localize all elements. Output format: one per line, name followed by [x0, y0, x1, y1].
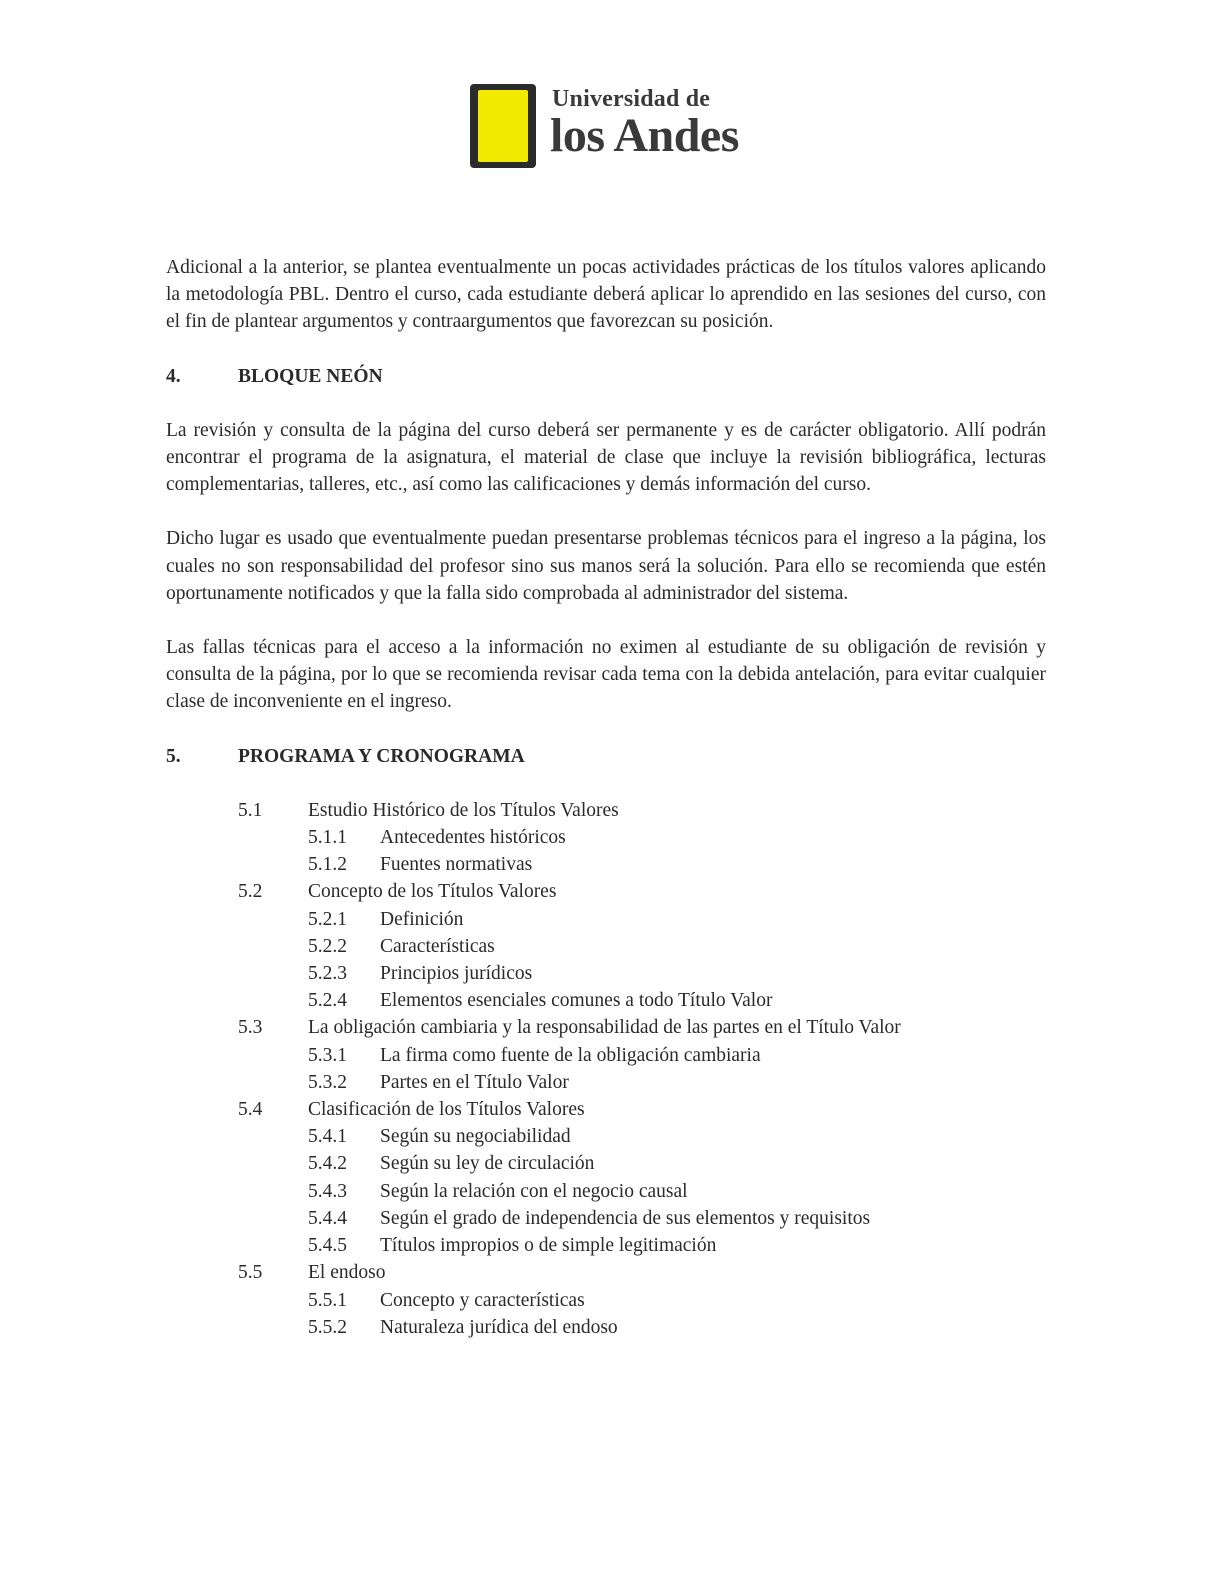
outline-subitem — [166, 1178, 1046, 1205]
section-heading-4 — [166, 363, 1046, 390]
outline-text: La obligación cambiaria y la responsabilidad de las partes en el Título Valor — [308, 1017, 901, 1039]
logo-line-2: los Andes — [550, 109, 739, 162]
section-number: 5. — [166, 745, 181, 767]
outline-number: 5.3 — [238, 1017, 263, 1039]
outline-text: Naturaleza jurídica del endoso — [380, 1316, 618, 1338]
outline-text: Principios jurídicos — [380, 963, 533, 985]
outline-subitem — [166, 1123, 1046, 1150]
outline-subitem — [166, 824, 1046, 851]
outline-subitem — [166, 1069, 1046, 1096]
outline-item — [166, 1014, 1046, 1041]
paragraph: Dicho lugar es usado que eventualmente puedan presentarse problemas técnicos para el ingreso a la página, los cuales no son responsabilidad del profesor sino sus manos será la solución. Para ello se recomienda que estén oportunamente notificados y que la falla sido comprobada al administrador del sistema. — [166, 528, 1046, 604]
outline-text: Concepto y características — [380, 1289, 585, 1311]
outline-number: 5.1 — [238, 799, 263, 821]
document-body — [166, 254, 1046, 1341]
section-number: 4. — [166, 365, 181, 387]
outline-text: Según su ley de circulación — [380, 1153, 595, 1175]
outline-item — [166, 797, 1046, 824]
outline-subitem — [166, 1232, 1046, 1259]
outline-subitem — [166, 1150, 1046, 1177]
outline-number: 5.5 — [238, 1262, 263, 1284]
outline-text: Concepto de los Títulos Valores — [308, 881, 557, 903]
outline-number: 5.4 — [238, 1099, 263, 1121]
outline-subitem — [166, 960, 1046, 987]
outline-number: 5.2.3 — [308, 963, 347, 985]
outline-number: 5.2.1 — [308, 908, 347, 930]
outline-number: 5.4.2 — [308, 1153, 347, 1175]
logo-line-1: Universidad de — [552, 86, 711, 112]
outline-text: Según su negociabilidad — [380, 1126, 571, 1148]
outline-number: 5.2.4 — [308, 990, 347, 1012]
outline-number: 5.4.5 — [308, 1235, 347, 1257]
outline-item — [166, 878, 1046, 905]
outline-subitem — [166, 1205, 1046, 1232]
outline-text: Partes en el Título Valor — [380, 1071, 569, 1093]
outline-subitem — [166, 1314, 1046, 1341]
outline-number: 5.1.2 — [308, 854, 347, 876]
paragraph: Las fallas técnicas para el acceso a la información no eximen al estudiante de su obligación de revisión y consulta de la página, por lo que se recomienda revisar cada tema con la debida antelación, para evitar cualquier clase de inconveniente en el ingreso. — [166, 637, 1046, 713]
outline-subitem — [166, 1042, 1046, 1069]
outline-text: Según el grado de independencia de sus elementos y requisitos — [380, 1207, 871, 1229]
outline-text: La firma como fuente de la obligación cambiaria — [380, 1044, 761, 1066]
outline-subitem — [166, 906, 1046, 933]
outline-text: Características — [380, 935, 495, 957]
outline-number: 5.4.4 — [308, 1207, 347, 1229]
logo-mark-icon — [470, 84, 536, 168]
outline-subitem — [166, 851, 1046, 878]
outline-item — [166, 1259, 1046, 1286]
outline-text: Definición — [380, 908, 464, 930]
outline-text: El endoso — [308, 1262, 386, 1284]
outline-text: Según la relación con el negocio causal — [380, 1180, 688, 1202]
outline-number: 5.3.2 — [308, 1071, 347, 1093]
outline-text: Elementos esenciales comunes a todo Título Valor — [380, 990, 773, 1012]
outline-number: 5.2 — [238, 881, 263, 903]
paragraph-intro: Adicional a la anterior, se plantea eventualmente un pocas actividades prácticas de los títulos valores aplicando la metodología PBL. Dentro el curso, cada estudiante deberá aplicar lo aprendido en las sesiones del curso, con el fin de plantear argumentos y contraargumentos que favorezcan su posición. — [166, 257, 1046, 333]
section-title: BLOQUE NEÓN — [238, 365, 383, 387]
logo-mark-yellow — [478, 90, 528, 162]
outline-item — [166, 1096, 1046, 1123]
outline-number: 5.1.1 — [308, 827, 347, 849]
outline-text: Antecedentes históricos — [380, 827, 566, 849]
paragraph: La revisión y consulta de la página del curso deberá ser permanente y es de carácter obligatorio. Allí podrán encontrar el programa de la asignatura, el material de clase que incluye la revisión bibliográfica, lecturas complementarias, talleres, etc., así como las calificaciones y demás información del curso. — [166, 419, 1046, 496]
section-title: PROGRAMA Y CRONOGRAMA — [238, 745, 525, 767]
outline-subitem — [166, 1287, 1046, 1314]
outline-text: Fuentes normativas — [380, 854, 533, 876]
outline-text: Clasificación de los Títulos Valores — [308, 1099, 585, 1121]
outline-number: 5.5.1 — [308, 1289, 347, 1311]
outline-number: 5.5.2 — [308, 1316, 347, 1338]
outline-text: Títulos impropios o de simple legitimación — [380, 1235, 717, 1257]
program-outline — [166, 797, 1046, 1341]
outline-subitem — [166, 933, 1046, 960]
section-heading-5 — [166, 743, 1046, 770]
outline-subitem — [166, 987, 1046, 1014]
university-logo — [470, 82, 750, 174]
outline-number: 5.4.1 — [308, 1126, 347, 1148]
outline-text: Estudio Histórico de los Títulos Valores — [308, 799, 619, 821]
outline-number: 5.2.2 — [308, 935, 347, 957]
outline-number: 5.4.3 — [308, 1180, 347, 1202]
outline-number: 5.3.1 — [308, 1044, 347, 1066]
